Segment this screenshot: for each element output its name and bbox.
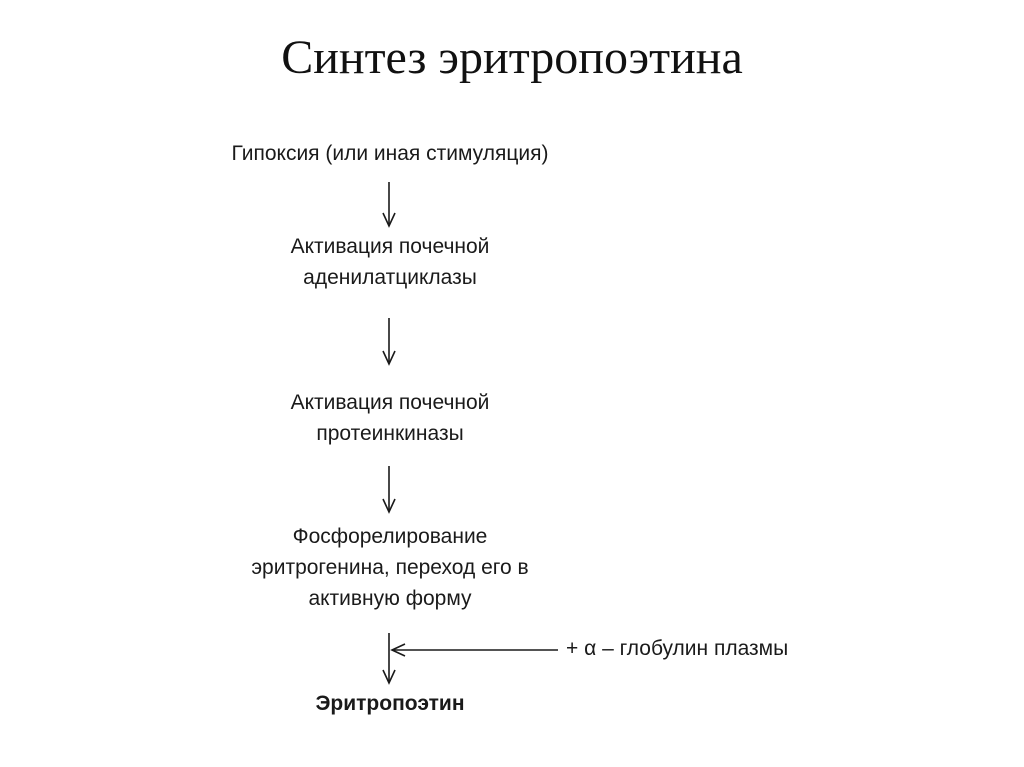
step-text-line: Активация почечной	[290, 391, 490, 414]
step-text-line: Гипоксия (или иная стимуляция)	[231, 142, 549, 165]
step-hypoxia	[190, 138, 590, 169]
step-text-line: Фосфорелирование	[292, 525, 488, 548]
arrow-left-cofactor	[392, 644, 558, 656]
cofactor-label: + α – глобулин плазмы	[566, 637, 789, 660]
arrow-down-2	[383, 318, 395, 364]
arrow-down-4	[383, 633, 395, 683]
step-protein-kinase	[190, 387, 590, 449]
arrow-down-1	[383, 182, 395, 226]
step-text-line: протеинкиназы	[316, 422, 464, 445]
step-text-line: эритрогенина, переход его в	[251, 556, 529, 579]
slide-title: Синтез эритропоэтина	[281, 31, 743, 84]
step-text-line: аденилатциклазы	[303, 266, 477, 289]
arrow-down-3	[383, 466, 395, 512]
step-text-line: Активация почечной	[290, 235, 490, 258]
step-erythropoietin	[190, 688, 590, 719]
step-text-line: Эритропоэтин	[315, 692, 465, 715]
step-phosphorylation	[190, 521, 590, 614]
step-text-line: активную форму	[308, 587, 472, 610]
step-adenylate-cyclase	[190, 231, 590, 293]
